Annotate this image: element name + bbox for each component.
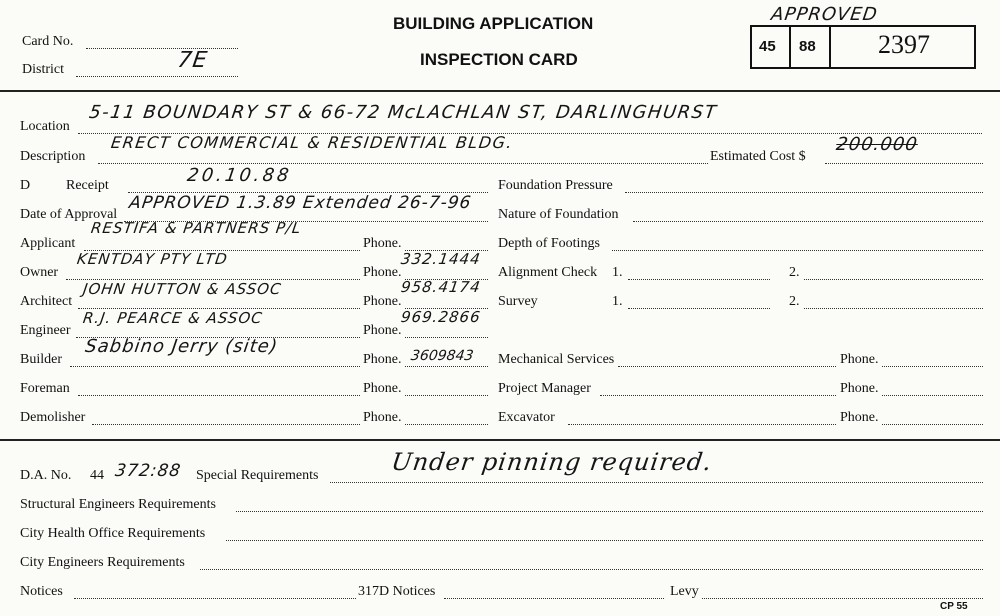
owner-phone-value: 332.1444 bbox=[399, 250, 482, 268]
excavator-line bbox=[568, 424, 836, 425]
district-value: 7E bbox=[175, 48, 210, 73]
excavator-phone-label: Phone. bbox=[840, 410, 879, 425]
builder-phone-label: Phone. bbox=[363, 352, 402, 367]
estimated-cost-label: Estimated Cost $ bbox=[710, 149, 806, 164]
health-requirements-label: City Health Office Requirements bbox=[20, 526, 206, 541]
builder-line bbox=[70, 366, 360, 367]
alignment-check-2: 2. bbox=[789, 265, 800, 280]
survey-2: 2. bbox=[789, 294, 800, 309]
applicant-label: Applicant bbox=[20, 236, 76, 251]
alignment-check-1-line bbox=[628, 279, 770, 280]
date-of-approval-value: APPROVED 1.3.89 Extended 26-7-96 bbox=[127, 193, 473, 213]
receipt-prefix-label: D bbox=[20, 178, 31, 193]
foreman-phone-line bbox=[405, 395, 488, 396]
estimated-cost-line bbox=[825, 163, 983, 164]
page-subtitle: INSPECTION CARD bbox=[420, 50, 578, 69]
architect-phone-value: 958.4174 bbox=[399, 278, 482, 296]
owner-label: Owner bbox=[20, 265, 59, 280]
divider-top bbox=[0, 90, 1000, 92]
alignment-check-2-line bbox=[804, 279, 983, 280]
mechanical-services-line bbox=[618, 366, 836, 367]
box-45: 45 bbox=[759, 38, 776, 55]
special-requirements-line bbox=[330, 482, 983, 483]
estimated-cost-value: 200.000 bbox=[834, 134, 920, 155]
form-code: CP 55 bbox=[940, 601, 968, 612]
alignment-check-label: Alignment Check bbox=[498, 265, 598, 280]
notices-line bbox=[74, 598, 356, 599]
city-engineers-requirements-line bbox=[200, 569, 983, 570]
city-engineers-requirements-label: City Engineers Requirements bbox=[20, 555, 185, 570]
depth-of-footings-label: Depth of Footings bbox=[498, 236, 600, 251]
box-88: 88 bbox=[799, 38, 816, 55]
notices-label: Notices bbox=[20, 584, 63, 599]
nature-of-foundation-line bbox=[633, 221, 983, 222]
foreman-label: Foreman bbox=[20, 381, 70, 396]
special-requirements-label: Special Requirements bbox=[196, 468, 319, 483]
district-label: District bbox=[22, 62, 64, 77]
survey-1: 1. bbox=[612, 294, 623, 309]
mechanical-services-label: Mechanical Services bbox=[498, 352, 615, 367]
da-no-label: D.A. No. bbox=[20, 468, 72, 483]
date-of-approval-label: Date of Approval bbox=[20, 207, 118, 222]
district-line bbox=[76, 76, 238, 77]
demolisher-phone-line bbox=[405, 424, 488, 425]
engineer-phone-value: 969.2866 bbox=[399, 308, 482, 326]
architect-value: JOHN HUTTON & ASSOC bbox=[81, 280, 283, 298]
receipt-value: 20.10.88 bbox=[185, 165, 293, 186]
owner-value: KENTDAY PTY LTD bbox=[75, 250, 230, 268]
builder-phone-value: 3609843 bbox=[409, 348, 475, 364]
excavator-label: Excavator bbox=[498, 410, 555, 425]
divider-bottom bbox=[0, 439, 1000, 441]
applicant-value: RESTIFA & PARTNERS P/L bbox=[89, 219, 303, 237]
engineer-phone-label: Phone. bbox=[363, 323, 402, 338]
nature-of-foundation-label: Nature of Foundation bbox=[498, 207, 619, 222]
builder-phone-line bbox=[405, 366, 488, 367]
builder-label: Builder bbox=[20, 352, 62, 367]
da-no-value: 372:88 bbox=[113, 461, 183, 481]
architect-label: Architect bbox=[20, 294, 73, 309]
mechanical-phone-line bbox=[882, 366, 983, 367]
project-manager-phone-label: Phone. bbox=[840, 381, 879, 396]
foreman-phone-label: Phone. bbox=[363, 381, 402, 396]
receipt-label: Receipt bbox=[66, 178, 109, 193]
excavator-phone-line bbox=[882, 424, 983, 425]
page-title: BUILDING APPLICATION bbox=[393, 14, 594, 33]
structural-requirements-label: Structural Engineers Requirements bbox=[20, 497, 216, 512]
survey-label: Survey bbox=[498, 294, 538, 309]
builder-value: Sabbino Jerry (site) bbox=[83, 336, 280, 357]
owner-phone-label: Phone. bbox=[363, 265, 402, 280]
box-divider-2 bbox=[829, 25, 831, 67]
card-serial: 2397 bbox=[878, 30, 930, 59]
card-number-box bbox=[750, 25, 976, 69]
levy-line bbox=[702, 598, 983, 599]
card-no-label: Card No. bbox=[22, 34, 74, 49]
project-manager-phone-line bbox=[882, 395, 983, 396]
box-divider-1 bbox=[789, 25, 791, 67]
demolisher-line bbox=[92, 424, 360, 425]
alignment-check-1: 1. bbox=[612, 265, 623, 280]
structural-requirements-line bbox=[236, 511, 983, 512]
levy-label: Levy bbox=[670, 584, 699, 599]
engineer-value: R.J. PEARCE & ASSOC bbox=[81, 309, 264, 327]
location-label: Location bbox=[20, 119, 70, 134]
applicant-phone-label: Phone. bbox=[363, 236, 402, 251]
project-manager-line bbox=[600, 395, 836, 396]
engineer-phone-line bbox=[405, 337, 488, 338]
demolisher-label: Demolisher bbox=[20, 410, 86, 425]
description-line bbox=[98, 163, 708, 164]
da-no-prefix: 44 bbox=[90, 468, 104, 483]
foreman-line bbox=[78, 395, 360, 396]
special-requirements-value: Under pinning required. bbox=[389, 448, 714, 476]
location-value: 5-11 BOUNDARY ST & 66-72 McLACHLAN ST, DARLINGHURST bbox=[87, 102, 719, 123]
foundation-pressure-label: Foundation Pressure bbox=[498, 178, 613, 193]
description-value: ERECT COMMERCIAL & RESIDENTIAL BLDG. bbox=[109, 133, 515, 152]
health-requirements-line bbox=[226, 540, 983, 541]
engineer-label: Engineer bbox=[20, 323, 71, 338]
description-label: Description bbox=[20, 149, 86, 164]
project-manager-label: Project Manager bbox=[498, 381, 591, 396]
notices-317d-label: 317D Notices bbox=[358, 584, 436, 599]
mechanical-phone-label: Phone. bbox=[840, 352, 879, 367]
architect-phone-label: Phone. bbox=[363, 294, 402, 309]
foundation-pressure-line bbox=[625, 192, 983, 193]
survey-1-line bbox=[628, 308, 770, 309]
depth-of-footings-line bbox=[612, 250, 983, 251]
approved-stamp: APPROVED bbox=[769, 4, 880, 25]
demolisher-phone-label: Phone. bbox=[363, 410, 402, 425]
notices-317d-line bbox=[444, 598, 664, 599]
survey-2-line bbox=[804, 308, 983, 309]
card-no-line bbox=[86, 48, 238, 49]
